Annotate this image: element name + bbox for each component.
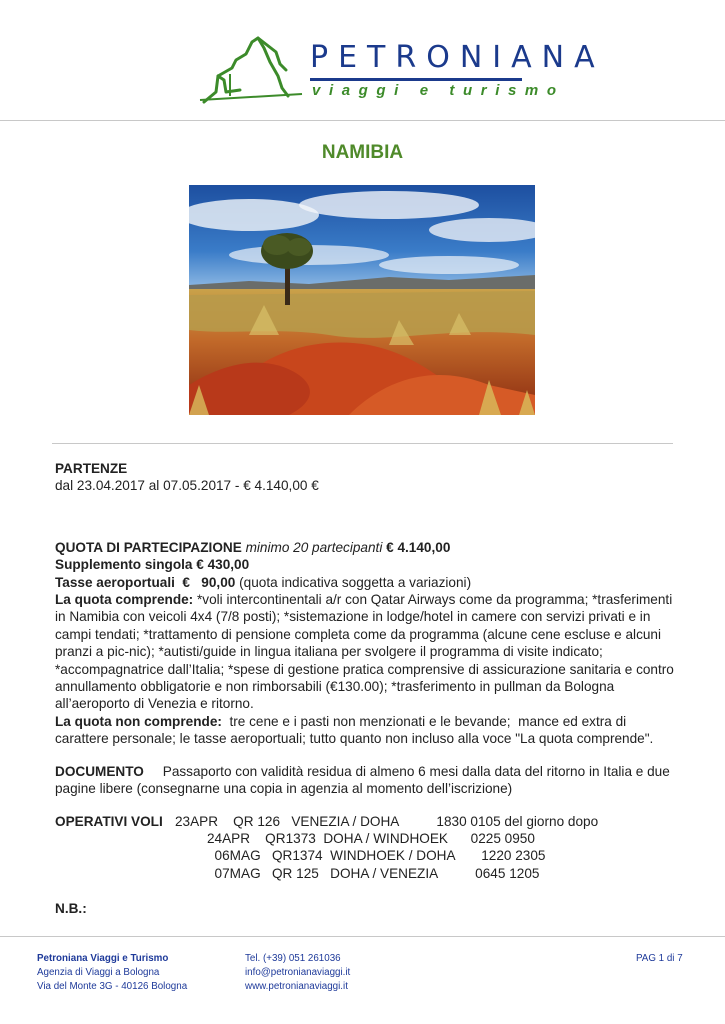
tasse-label: Tasse aeroportuali € 90,00 [55, 574, 236, 590]
footer-website[interactable]: www.petronianaviaggi.it [245, 981, 348, 993]
comprende-label: La quota comprende: [55, 592, 194, 608]
documento-paragraph [55, 763, 675, 798]
brand-tagline: viaggi e turismo [312, 82, 565, 99]
flight-row [55, 830, 675, 847]
non-comprende-label: La quota non comprende: [55, 713, 222, 729]
tasse-note: (quota indicativa soggetta a variazioni) [235, 574, 472, 590]
namibia-landscape-photo [189, 185, 535, 415]
flight-row-text: 24APR QR1373 DOHA / WINDHOEK 0225 0950 [207, 830, 535, 846]
footer-phone: Tel. (+39) 051 261036 [245, 953, 341, 964]
header-divider [0, 120, 725, 121]
footer-divider [0, 936, 725, 937]
footer-address: Via del Monte 3G - 40126 Bologna [37, 981, 188, 993]
flight-row [55, 847, 675, 864]
footer-contacts [245, 952, 350, 995]
footer-agency: Agenzia di Viaggi a Bologna [37, 967, 160, 979]
tasse-line [55, 574, 675, 591]
comprende-text: *voli intercontinentali a/r con Qatar Airways come da programma; *trasferimenti in Namibia con veicoli 4x4 (7/8 posti); *sistemazione in lodge/hotel in camere con servizi privati e in campi tendati; *trattamento di pensione completa come da programma (alcune cene escluse e alcuni pranzi a pic-nic); *autisti/guide in lingua italiana per svolgere il programma di visite indicato; *accompagnatrice dall’Italia; *spese di gestione pratica comprensive di assicurazione sanitaria e contro annullamento obbligatorie e non rimborsabili (€130.00); *trasferimento in pullman da Bologna all’aeroporto di Venezia e ritorno. [55, 592, 674, 712]
non-comprende-paragraph [55, 713, 675, 748]
page-title: NAMIBIA [321, 142, 404, 163]
documento-text: Passaporto con validità residua di almeno 6 mesi dalla data del ritorno in Italia e due pagine libere (consegnarne una copia in agenzia al momento dell’iscrizione) [55, 763, 674, 797]
brand-underline [310, 78, 522, 81]
voli-label: OPERATIVI VOLI [55, 813, 163, 829]
partenze-dates: dal 23.04.2017 al 07.05.2017 - € 4.140,00 € [55, 478, 319, 494]
main-content [55, 460, 675, 918]
flight-row-text: 07MAG QR 125 DOHA / VENEZIA 0645 1205 [207, 865, 540, 881]
flight-row [55, 813, 675, 830]
section-divider [52, 443, 673, 444]
quota-price: € 4.140,00 [386, 539, 451, 555]
supplemento-line: Supplemento singola € 430,00 [55, 557, 250, 573]
footer-email[interactable]: info@petronianaviaggi.it [245, 967, 351, 979]
flight-row-text: 23APR QR 126 VENEZIA / DOHA 1830 0105 del giorno dopo [175, 813, 599, 829]
flight-row-text: 06MAG QR1374 WINDHOEK / DOHA 1220 2305 [207, 848, 546, 864]
brand-name: PETRONIANA [310, 40, 605, 75]
footer-page-number: PAG 1 di 7 [636, 953, 683, 964]
comprende-paragraph [55, 591, 675, 713]
petroniana-logo-icon [196, 34, 306, 106]
footer-company [37, 952, 187, 995]
nb-label: N.B.: [55, 901, 87, 917]
quota-line [55, 539, 675, 556]
partenze-heading: PARTENZE [55, 461, 128, 476]
documento-label: DOCUMENTO [55, 763, 144, 779]
quota-min-note: minimo 20 partecipanti [245, 539, 383, 555]
quota-heading: QUOTA DI PARTECIPAZIONE [55, 539, 242, 555]
flight-row [55, 865, 675, 882]
non-comprende-text: tre cene e i pasti non menzionati e le bevande; mance ed extra di carattere personale; le tasse aeroportuali; tutto quanto non incluso alla voce "La quota comprende". [55, 713, 654, 747]
page-header [0, 0, 725, 122]
footer-company-name: Petroniana Viaggi e Turismo [37, 953, 169, 964]
